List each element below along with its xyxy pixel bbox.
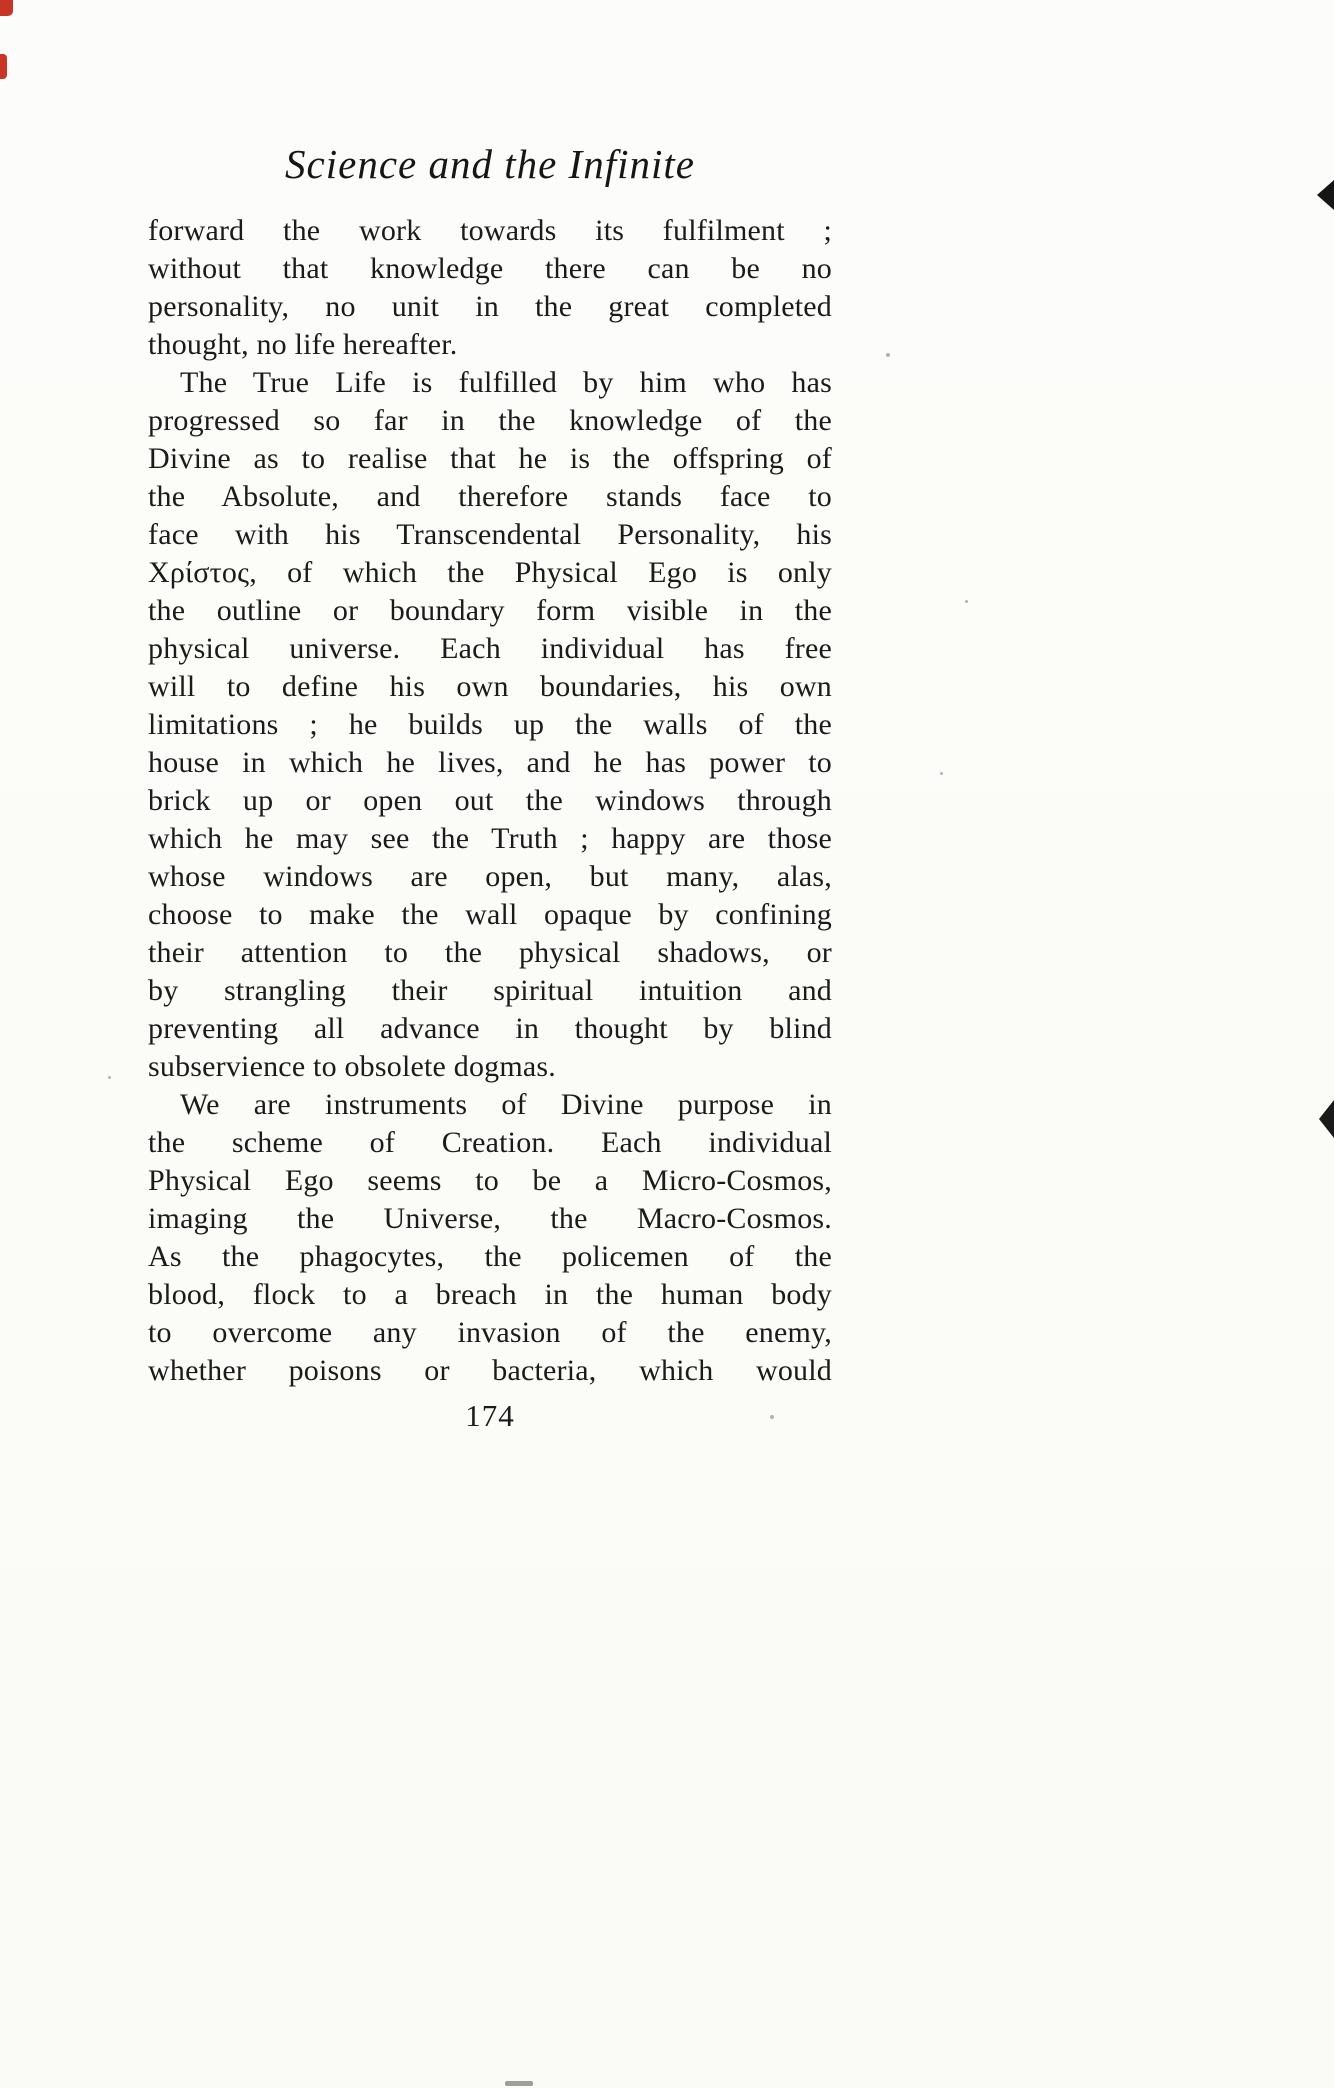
text-line: The True Life is fulfilled by him who has xyxy=(180,366,832,399)
text-line: Physical Ego seems to be a Micro-Cosmos, xyxy=(148,1164,832,1197)
text-line: face with his Transcendental Personality, his xyxy=(148,518,832,551)
text-line: preventing all advance in thought by blind xyxy=(148,1012,832,1045)
paragraph xyxy=(148,364,832,1086)
text-line: Χρίστος, of which the Physical Ego is only xyxy=(148,556,832,589)
text-line: the scheme of Creation. Each individual xyxy=(148,1126,832,1159)
text-line: the Absolute, and therefore stands face to xyxy=(148,480,832,513)
text-line: will to define his own boundaries, his own xyxy=(148,670,832,703)
text-line: the outline or boundary form visible in the xyxy=(148,594,832,627)
text-line: brick up or open out the windows through xyxy=(148,784,832,817)
text-line: choose to make the wall opaque by confining xyxy=(148,898,832,931)
scan-artifact-bottom-mark xyxy=(505,2081,533,2086)
text-line: physical universe. Each individual has free xyxy=(148,632,832,665)
text-line: to overcome any invasion of the enemy, xyxy=(148,1316,832,1349)
text-line: without that knowledge there can be no xyxy=(148,252,832,285)
scan-artifact-red-mark xyxy=(0,54,7,79)
scan-artifact-edge-wedge xyxy=(1317,180,1334,210)
scan-speck xyxy=(108,1076,111,1079)
text-line: progressed so far in the knowledge of the xyxy=(148,404,832,437)
text-line: thought, no life hereafter. xyxy=(148,328,458,361)
paragraph xyxy=(148,212,832,364)
text-line: by strangling their spiritual intuition and xyxy=(148,974,832,1007)
text-line: whether poisons or bacteria, which would xyxy=(148,1354,832,1387)
running-header-title: Science and the Infinite xyxy=(285,141,695,187)
scan-speck xyxy=(886,353,890,357)
text-line: their attention to the physical shadows, or xyxy=(148,936,832,969)
text-block xyxy=(148,140,832,1434)
text-line: personality, no unit in the great completed xyxy=(148,290,832,323)
body-text xyxy=(148,212,832,1390)
text-line: house in which he lives, and he has power to xyxy=(148,746,832,779)
text-line: As the phagocytes, the policemen of the xyxy=(148,1240,832,1273)
page-number: 174 xyxy=(465,1398,515,1433)
text-line: Divine as to realise that he is the offspring of xyxy=(148,442,832,475)
text-line: imaging the Universe, the Macro-Cosmos. xyxy=(148,1202,832,1235)
text-line: blood, flock to a breach in the human body xyxy=(148,1278,832,1311)
scan-speck xyxy=(940,772,943,775)
text-line: whose windows are open, but many, alas, xyxy=(148,860,832,893)
text-line: subservience to obsolete dogmas. xyxy=(148,1050,556,1083)
scan-artifact-red-mark xyxy=(0,0,13,16)
paragraph xyxy=(148,1086,832,1390)
text-line: which he may see the Truth ; happy are those xyxy=(148,822,832,855)
scan-speck xyxy=(965,600,968,603)
scan-artifact-edge-wedge xyxy=(1319,1100,1334,1138)
text-line: We are instruments of Divine purpose in xyxy=(180,1088,832,1121)
text-line: forward the work towards its fulfilment ; xyxy=(148,214,832,247)
text-line: limitations ; he builds up the walls of the xyxy=(148,708,832,741)
